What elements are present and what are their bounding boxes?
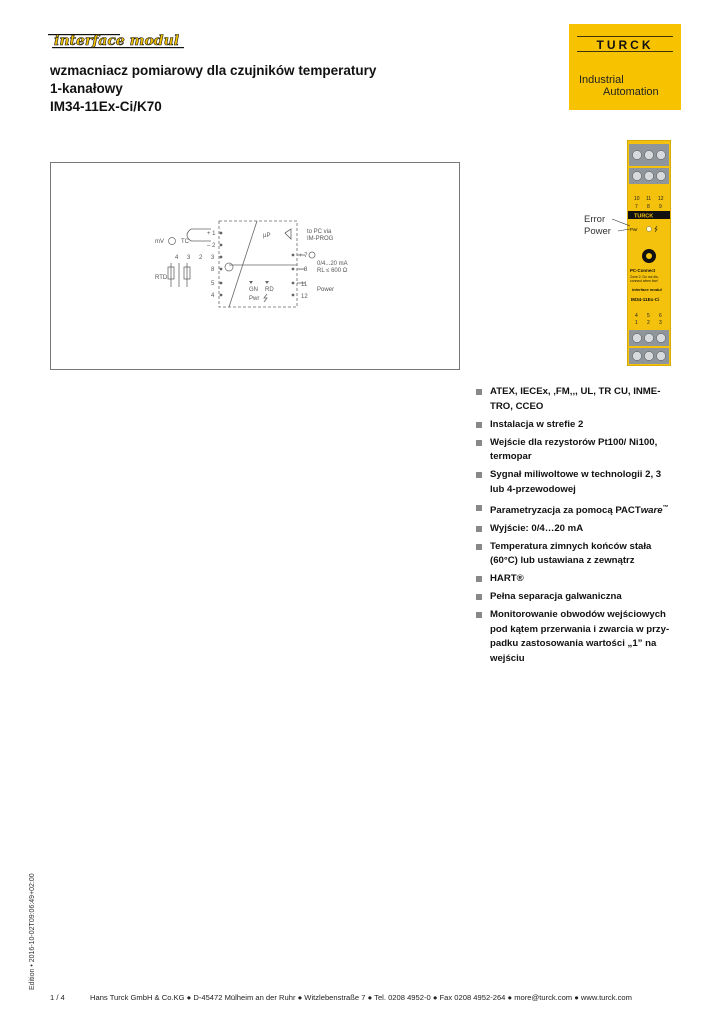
feature-item: HART®	[474, 572, 674, 587]
device-illustration	[627, 140, 671, 366]
tagline-automation: Automation	[603, 86, 659, 98]
diagram-led-rd: RD	[265, 287, 274, 293]
wiring-diagram	[51, 163, 459, 369]
device-logo: interface modul	[632, 287, 662, 292]
device-terminal-4: 4	[635, 313, 638, 319]
page-footer	[50, 993, 632, 1002]
diagram-pc-label-2: IM-PROG	[307, 236, 334, 242]
bullet-icon	[476, 440, 482, 446]
edition-stamp: Edition • 2016-10-02T09:06:49+02:00	[29, 873, 36, 990]
diagram-wire-3: 3	[187, 255, 191, 261]
diagram-power-label: Power	[317, 287, 335, 293]
feature-item: Wejście dla rezystorów Pt100/ Ni100, termopar	[474, 436, 674, 465]
wiring-diagram-frame	[50, 162, 460, 370]
terminal-11: 11	[301, 282, 308, 288]
diagram-led-gn: GN	[249, 287, 258, 293]
led-icons	[249, 281, 269, 284]
bullet-icon	[476, 505, 482, 511]
device-terminal-2: 2	[647, 320, 650, 326]
diagram-rtd-label: RTD	[155, 275, 168, 281]
mv-source-icon	[169, 238, 176, 245]
title-line-1: wzmacniacz pomiarowy dla czujników temperatury	[50, 63, 377, 78]
terminal-7: + 7	[299, 253, 308, 259]
diagram-tc-label: TC	[181, 239, 189, 245]
turck-logo	[569, 24, 681, 110]
device-terminal-5: 5	[647, 313, 650, 319]
feature-item: Instalacja w strefie 2	[474, 418, 674, 433]
device-terminal-7: 7	[635, 204, 638, 210]
terminal-1: + 1	[207, 231, 216, 237]
interface-modul-logo	[48, 28, 184, 50]
diagram-output-range: 0/4...20 mA	[317, 261, 348, 267]
feature-item: Monitorowanie obwodów wejściowych pod kątem przerwania i zwarcia w przy-padku zastosowania wartości „1” na wejściu	[474, 608, 674, 666]
callout-error: Error	[584, 214, 606, 225]
bullet-icon	[476, 389, 482, 395]
company-info: Hans Turck GmbH & Co.KG ● D-45472 Mülheim an der Ruhr ● Witzlebenstraße 7 ● Tel. 0208 4952-0 ● Fax 0208 4952-264 ● more@turck.com ● www.turck.com	[90, 993, 632, 1002]
terminal-12: 12	[301, 294, 308, 300]
device-pwr-label: Pwr	[630, 227, 638, 232]
diagram-wire-4: 4	[175, 255, 179, 261]
bullet-icon	[476, 422, 482, 428]
device-model: IM34-11Ex-Ci	[631, 297, 660, 302]
bullet-icon	[476, 472, 482, 478]
device-warning-2: connect when live!	[630, 279, 658, 283]
bullet-icon	[476, 594, 482, 600]
page-number: 1 / 4	[50, 993, 65, 1002]
device-terminal-1: 1	[635, 320, 638, 326]
terminal-5: 5	[211, 281, 215, 287]
device-terminal-10: 10	[634, 196, 640, 202]
feature-item: Sygnał miliwoltowe w technologii 2, 3 lub 4-przewodowej	[474, 468, 674, 497]
power-led-icon	[647, 227, 652, 232]
terminal-3: 3	[211, 255, 215, 261]
tagline-industrial: Industrial	[579, 74, 624, 86]
bullet-icon	[476, 526, 482, 532]
title-line-2: 1-kanałowy	[50, 81, 123, 96]
callout-power: Power	[584, 226, 611, 237]
feature-list	[474, 385, 674, 670]
turck-wordmark: TURCK	[596, 38, 654, 52]
device-warning-1: Zone 2: Do not dis-	[630, 275, 659, 279]
feature-item: Wyjście: 0/4…20 mA	[474, 522, 674, 537]
feature-item: ATEX, IECEx, ‚FM‚‚, UL, TR CU, INME-TRO, CCEO	[474, 385, 674, 414]
terminal-4: 4	[211, 293, 215, 299]
device-terminal-9: 9	[659, 204, 662, 210]
interface-modul-logo-text: interface modul	[54, 33, 180, 49]
device-terminal-8: 8	[647, 204, 650, 210]
feature-item: Temperatura zimnych końców stała (60°C) lub ustawiana z zewnątrz	[474, 540, 674, 569]
bullet-icon	[476, 612, 482, 618]
device-pc-connect: PC-Connect	[630, 268, 656, 273]
device-terminal-6: 6	[659, 313, 662, 319]
diagram-up-label: µP	[263, 233, 271, 239]
device-brand: TURCK	[634, 213, 654, 220]
diagram-pwr-label: Pwr	[249, 296, 260, 302]
device-terminal-12: 12	[658, 196, 664, 202]
terminal-2: – 2	[207, 243, 216, 249]
page-title	[50, 62, 376, 116]
ex-marking-icon	[225, 263, 233, 271]
device-terminal-11: 11	[646, 196, 652, 202]
bullet-icon	[476, 544, 482, 550]
diagram-wire-2: 2	[199, 255, 203, 261]
diagram-pc-label-1: to PC via	[307, 229, 332, 235]
feature-item: Pełna separacja galwaniczna	[474, 590, 674, 605]
error-flash-icon	[264, 294, 267, 302]
device-terminal-3: 3	[659, 320, 662, 326]
terminal-8-out: – 8	[299, 267, 308, 273]
feature-item: Parametryzacja za pomocą PACTware™	[474, 501, 674, 519]
bullet-icon	[476, 576, 482, 582]
diagram-mv-label: mV	[155, 239, 164, 245]
terminal-8-in: 8	[211, 267, 215, 273]
led-callouts	[584, 212, 630, 238]
diagram-load-spec: RL ≤ 600 Ω	[317, 268, 348, 274]
title-line-3: IM34-11Ex-Ci/K70	[50, 99, 162, 114]
